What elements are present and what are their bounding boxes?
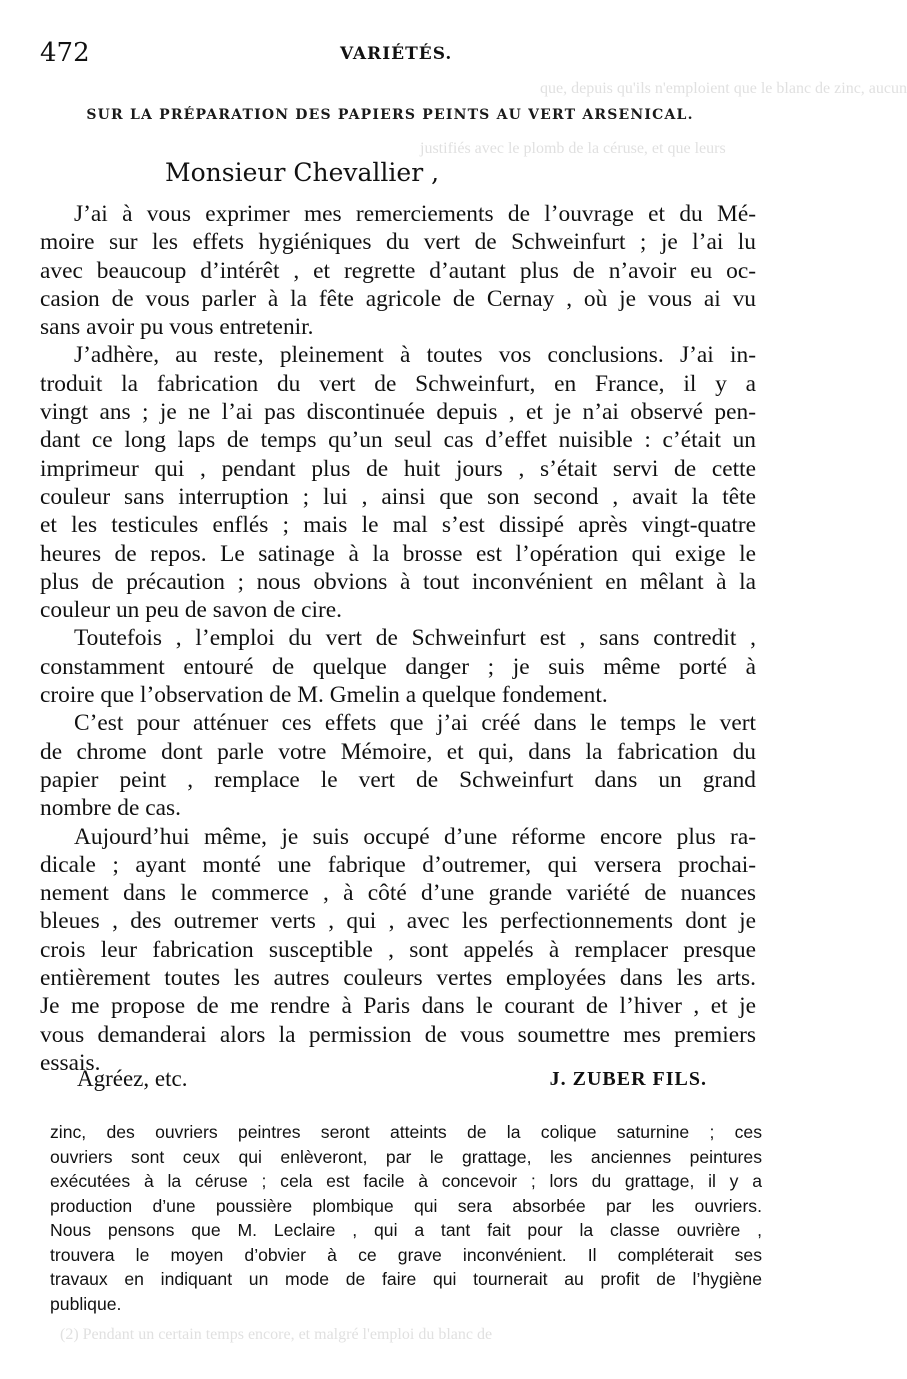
footnote-line: travaux en indiquant un mode de faire qui tournerait au profit de l’hygiène (50, 1269, 762, 1289)
page-header (40, 38, 740, 68)
body-line: de chrome dont parle votre Mémoire, et qui, dans la fabrication du (40, 738, 756, 765)
body-line: J’ai à vous exprimer mes remerciements de l’ouvrage et du Mé- (74, 201, 756, 227)
body-line: avec beaucoup d’intérêt , et regrette d’autant plus de n’avoir eu oc- (40, 257, 756, 284)
show-through-text: que, depuis qu'ils n'emploient que le blanc de zinc, aucun (540, 80, 907, 97)
body-line: couleur sans interruption ; lui , ainsi que son second , avait la tête (40, 483, 756, 510)
body-line: plus de précaution ; nous obvions à tout inconvénient en mêlant à la (40, 568, 756, 595)
body-line: et les testicules enflés ; mais le mal s’est dissipé après vingt-quatre (40, 512, 756, 539)
footnote-line: ouvriers sont ceux qui enlèveront, par le grattage, les anciennes peintures (50, 1146, 762, 1167)
signature: J. ZUBER FILS. (549, 1068, 707, 1090)
body-line: Toutefois , l’emploi du vert de Schweinfurt est , sans contredit , (74, 625, 756, 652)
body-line: croire que l’observation de M. Gmelin a quelque fondement. (40, 682, 608, 709)
footnote (50, 1120, 762, 1316)
salutation: Monsieur Chevallier , (165, 158, 440, 187)
letter-signoff (77, 1066, 707, 1096)
footnote-line: exécutées à la céruse ; cela est facile à concevoir ; lors du grattage, il y a (50, 1171, 762, 1191)
body-line: vous demanderai alors la permission de vous soumettre mes premiers (40, 1021, 756, 1048)
body-line: C’est pour atténuer ces effets que j’ai créé dans le temps le vert (74, 710, 756, 737)
body-line: crois leur fabrication susceptible , sont appelés à remplacer presque (40, 936, 756, 963)
body-line: troduit la fabrication du vert de Schweinfurt, en France, il y a (40, 370, 756, 397)
footnote-line: trouvera le moyen d’obvier à ce grave inconvénient. Il compléterait ses (50, 1244, 762, 1265)
body-line: Aujourd’hui même, je suis occupé d’une réforme encore plus ra- (74, 823, 756, 850)
footnote-line: production d’une poussière plombique qui sera absorbée par les ouvriers. (50, 1195, 762, 1216)
body-line: imprimeur qui , pendant plus de huit jours , s’était servi de cette (40, 455, 756, 482)
body-line: essais. (40, 1049, 101, 1076)
letter-body (40, 200, 756, 1077)
body-line: heures de repos. Le satinage à la brosse est l’opération qui exige le (40, 540, 756, 567)
body-line: bleues , des outremer verts , qui , avec les perfectionnements dont je (40, 908, 756, 935)
section-title: SUR LA PRÉPARATION DES PAPIERS PEINTS AU VERT ARSENICAL. (86, 107, 694, 123)
show-through-text: (2) Pendant un certain temps encore, et malgré l'emploi du blanc de (60, 1326, 493, 1343)
body-line: Je me propose de me rendre à Paris dans le courant de l’hiver , et je (40, 993, 756, 1020)
body-line: dant ce long laps de temps qu’un seul cas d’effet nuisible : c’était un (40, 427, 756, 454)
footnote-line: Nous pensons que M. Leclaire , qui a tant fait pour la classe ouvrière , (50, 1220, 762, 1240)
body-line: casion de vous parler à la fête agricole de Cernay , où je vous ai vu (40, 285, 756, 312)
body-line: papier peint , remplace le vert de Schweinfurt dans un grand (40, 766, 756, 793)
body-line: sans avoir pu vous entretenir. (40, 314, 314, 341)
body-line: J’adhère, au reste, pleinement à toutes vos conclusions. J’ai in- (74, 342, 756, 369)
closing-formula: Agréez, etc. (77, 1066, 188, 1091)
body-line: entièrement toutes les autres couleurs vertes employées dans les arts. (40, 965, 756, 992)
body-line: vingt ans ; je ne l’ai pas discontinuée depuis , et je n’ai observé pen- (40, 399, 756, 426)
body-line: couleur un peu de savon de cire. (40, 597, 343, 624)
body-line: nement dans le commerce , à côté d’une grande variété de nuances (40, 880, 756, 907)
footnote-line: zinc, des ouvriers peintres seront atteints de la colique saturnine ; ces (50, 1122, 762, 1142)
body-line: dicale ; ayant monté une fabrique d’outremer, qui versera prochai- (40, 851, 756, 878)
running-head: VARIÉTÉS. (340, 44, 453, 64)
show-through-text: justifiés avec le plomb de la céruse, et que leurs (420, 140, 726, 157)
page-number: 472 (40, 38, 90, 68)
footnote-line: publique. (50, 1293, 122, 1314)
body-line: moire sur les effets hygiéniques du vert de Schweinfurt ; je l’ai lu (40, 229, 756, 256)
body-line: constamment entouré de quelque danger ; je suis même porté à (40, 653, 756, 680)
body-line: nombre de cas. (40, 795, 181, 822)
